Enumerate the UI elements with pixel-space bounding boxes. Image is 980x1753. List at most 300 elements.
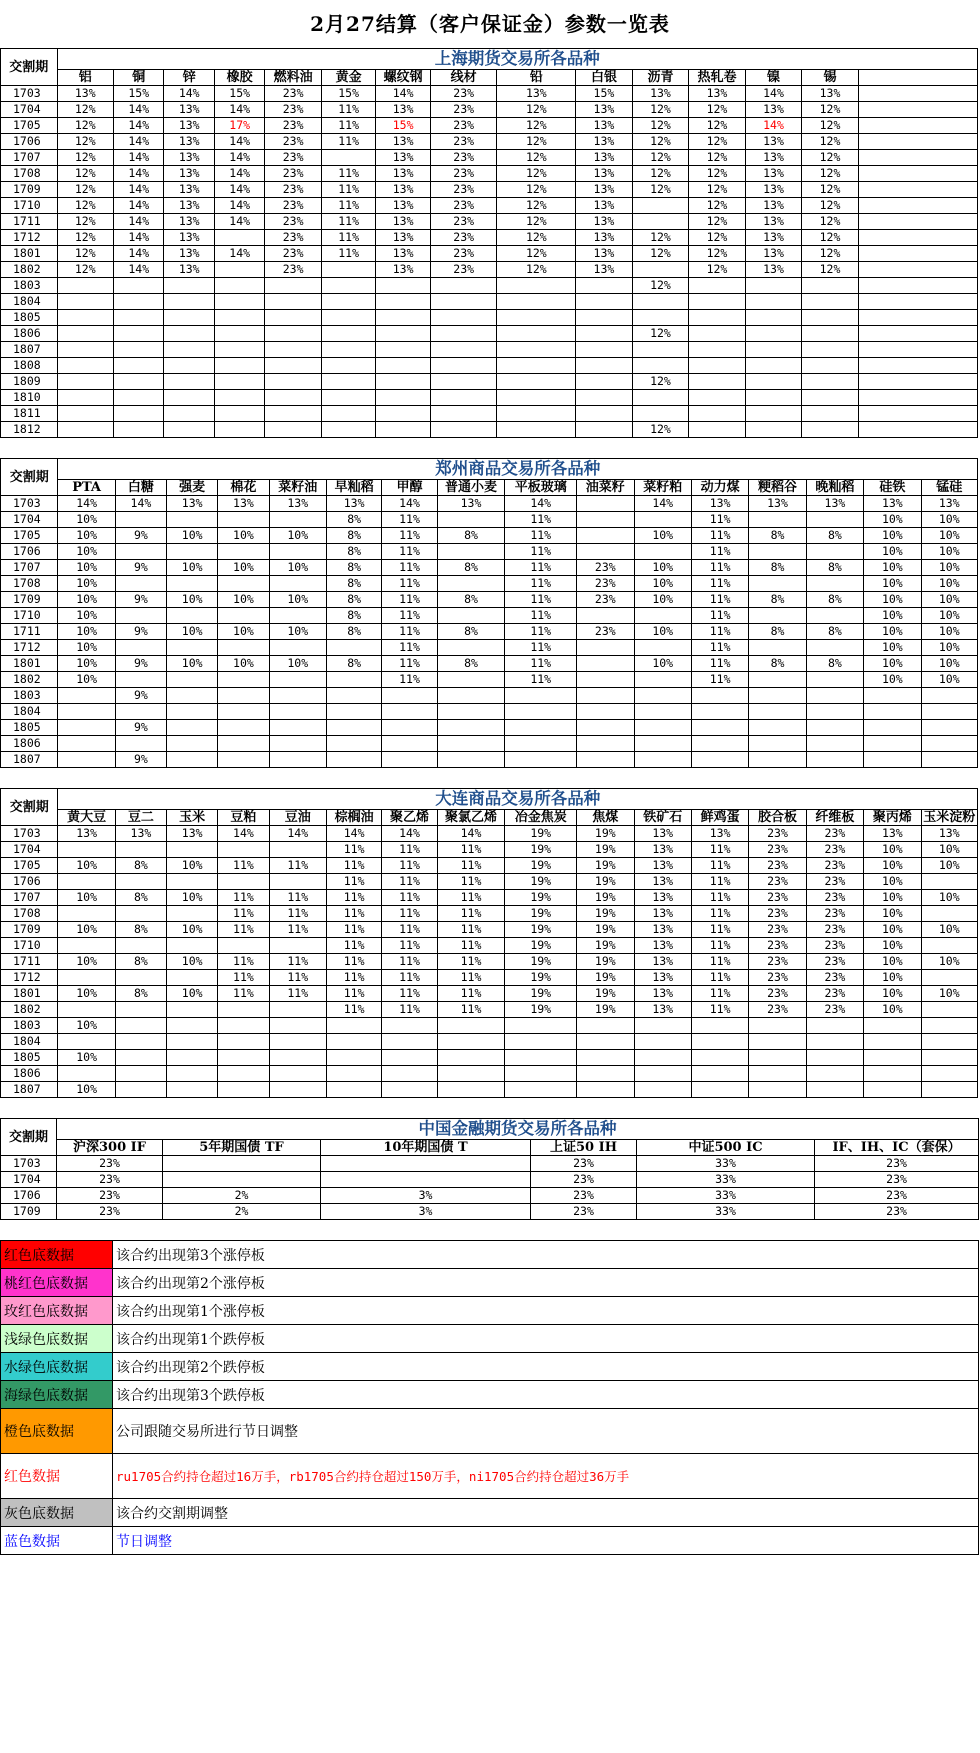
- margin-cell: [218, 1002, 269, 1018]
- margin-cell: [218, 1066, 269, 1082]
- margin-cell: [430, 374, 497, 390]
- margin-cell: [167, 512, 218, 528]
- contract-row: [1, 246, 978, 262]
- margin-cell: [214, 390, 264, 406]
- contract-month: 1805: [1, 1050, 58, 1066]
- margin-cell: [921, 1034, 977, 1050]
- margin-cell: 11%: [326, 874, 381, 890]
- margin-cell: [689, 374, 746, 390]
- legend-description: ru1705合约持仓超过16万手，rb1705合约持仓超过150万手，ni1705合约持仓超过36万手: [113, 1454, 979, 1499]
- margin-cell: 13%: [376, 262, 430, 278]
- margin-cell: [437, 1018, 505, 1034]
- legend-label: 水绿色底数据: [1, 1353, 113, 1381]
- margin-cell: [214, 422, 264, 438]
- margin-cell: 14%: [326, 826, 381, 842]
- contract-row: [1, 422, 978, 438]
- margin-cell: [218, 938, 269, 954]
- margin-cell: 11%: [382, 576, 437, 592]
- margin-cell: [265, 390, 322, 406]
- margin-cell: [57, 310, 114, 326]
- margin-cell: 23%: [749, 1002, 806, 1018]
- margin-cell: 8%: [437, 528, 505, 544]
- margin-cell: 23%: [57, 1204, 163, 1220]
- contract-month: 1705: [1, 858, 58, 874]
- margin-cell: 10%: [864, 672, 921, 688]
- margin-cell: 12%: [497, 262, 576, 278]
- product-name: 橡胶: [214, 70, 264, 86]
- margin-cell: 23%: [806, 842, 863, 858]
- margin-cell: 11%: [505, 656, 577, 672]
- margin-cell: [634, 1018, 691, 1034]
- margin-cell: 12%: [497, 246, 576, 262]
- margin-cell: [114, 310, 164, 326]
- margin-cell: 23%: [265, 134, 322, 150]
- contract-row: [1, 1156, 979, 1172]
- margin-cell: 23%: [430, 166, 497, 182]
- margin-cell: 10%: [921, 922, 977, 938]
- margin-cell: 11%: [437, 986, 505, 1002]
- margin-cell: [269, 1018, 326, 1034]
- margin-cell: 10%: [864, 922, 921, 938]
- margin-cell: 13%: [634, 970, 691, 986]
- margin-cell: 19%: [505, 906, 577, 922]
- margin-cell: 8%: [115, 890, 166, 906]
- margin-cell: 19%: [577, 842, 634, 858]
- margin-cell: [634, 752, 691, 768]
- margin-cell: [437, 672, 505, 688]
- margin-cell: [58, 688, 115, 704]
- contract-row: [1, 842, 978, 858]
- margin-cell: 9%: [115, 752, 166, 768]
- margin-cell: [265, 278, 322, 294]
- margin-cell: [921, 1018, 977, 1034]
- margin-cell: 10%: [864, 640, 921, 656]
- contract-row: [1, 624, 978, 640]
- margin-cell: 12%: [497, 182, 576, 198]
- margin-cell: [437, 688, 505, 704]
- product-header-row: [1, 480, 978, 496]
- margin-cell: [505, 704, 577, 720]
- contract-month: 1810: [1, 390, 58, 406]
- margin-cell: 13%: [164, 246, 214, 262]
- margin-cell: 11%: [382, 512, 437, 528]
- margin-cell: 13%: [218, 496, 269, 512]
- margin-cell: [167, 688, 218, 704]
- margin-cell: 13%: [167, 826, 218, 842]
- margin-cell: 13%: [164, 182, 214, 198]
- product-name: 螺纹钢: [376, 70, 430, 86]
- margin-cell: 2%: [163, 1204, 321, 1220]
- contract-row: [1, 906, 978, 922]
- margin-cell: [745, 294, 802, 310]
- margin-cell: [167, 704, 218, 720]
- product-header-row: [1, 810, 978, 826]
- margin-cell: 13%: [437, 496, 505, 512]
- margin-cell: 14%: [437, 826, 505, 842]
- margin-cell: 11%: [691, 970, 748, 986]
- margin-cell: 8%: [806, 528, 863, 544]
- margin-cell: [749, 704, 806, 720]
- exchange-table-shfe: [0, 48, 978, 438]
- margin-cell: 11%: [691, 560, 748, 576]
- margin-cell: 11%: [382, 592, 437, 608]
- margin-cell: [114, 294, 164, 310]
- margin-cell: 10%: [167, 954, 218, 970]
- product-name: 燃料油: [265, 70, 322, 86]
- margin-cell: 10%: [58, 608, 115, 624]
- margin-cell: [218, 842, 269, 858]
- margin-cell: [430, 406, 497, 422]
- margin-cell: 13%: [921, 826, 977, 842]
- margin-cell: [691, 720, 748, 736]
- margin-cell: 19%: [577, 922, 634, 938]
- legend-row: [1, 1527, 979, 1555]
- margin-cell: [58, 736, 115, 752]
- margin-cell: 13%: [691, 826, 748, 842]
- margin-cell: 23%: [430, 230, 497, 246]
- section-gap: [0, 438, 980, 458]
- margin-cell: 14%: [382, 826, 437, 842]
- margin-cell: [806, 1018, 863, 1034]
- margin-cell: 12%: [689, 262, 746, 278]
- margin-cell: 10%: [58, 1050, 115, 1066]
- margin-cell: [689, 278, 746, 294]
- product-name: 玉米淀粉: [921, 810, 977, 826]
- margin-cell: [326, 752, 381, 768]
- blank-cell: [858, 262, 977, 278]
- margin-cell: [634, 704, 691, 720]
- margin-cell: 10%: [921, 672, 977, 688]
- margin-cell: [57, 374, 114, 390]
- margin-cell: 11%: [382, 560, 437, 576]
- margin-cell: 13%: [745, 246, 802, 262]
- margin-cell: [634, 544, 691, 560]
- contract-row: [1, 214, 978, 230]
- contract-month: 1707: [1, 150, 58, 166]
- margin-cell: 11%: [691, 608, 748, 624]
- margin-cell: 11%: [691, 1002, 748, 1018]
- margin-cell: [114, 278, 164, 294]
- margin-cell: 11%: [691, 874, 748, 890]
- margin-cell: [921, 906, 977, 922]
- contract-row: [1, 294, 978, 310]
- contract-month: 1703: [1, 496, 58, 512]
- margin-cell: [577, 704, 634, 720]
- contract-month: 1805: [1, 720, 58, 736]
- margin-cell: 23%: [265, 166, 322, 182]
- margin-cell: 11%: [691, 624, 748, 640]
- margin-cell: 13%: [745, 134, 802, 150]
- legend-label: 桃红色底数据: [1, 1269, 113, 1297]
- product-name: 上证50 IH: [531, 1140, 637, 1156]
- contract-row: [1, 326, 978, 342]
- margin-cell: 3%: [321, 1204, 531, 1220]
- margin-cell: [864, 1082, 921, 1098]
- margin-cell: [749, 720, 806, 736]
- margin-cell: 8%: [806, 624, 863, 640]
- margin-cell: 11%: [321, 102, 375, 118]
- contract-row: [1, 182, 978, 198]
- margin-cell: [802, 358, 859, 374]
- margin-cell: [321, 1172, 531, 1188]
- contract-row: [1, 938, 978, 954]
- margin-cell: [114, 390, 164, 406]
- margin-cell: [218, 640, 269, 656]
- margin-cell: 10%: [864, 970, 921, 986]
- margin-cell: 19%: [505, 922, 577, 938]
- margin-cell: 10%: [167, 592, 218, 608]
- margin-cell: 23%: [749, 938, 806, 954]
- margin-cell: [321, 374, 375, 390]
- margin-cell: [691, 1082, 748, 1098]
- legend-label: 蓝色数据: [1, 1527, 113, 1555]
- product-name: 胶合板: [749, 810, 806, 826]
- contract-row: [1, 640, 978, 656]
- margin-cell: [806, 1034, 863, 1050]
- margin-cell: 13%: [376, 166, 430, 182]
- margin-cell: 19%: [505, 986, 577, 1002]
- blank-cell: [858, 246, 977, 262]
- margin-cell: [745, 422, 802, 438]
- margin-cell: [689, 422, 746, 438]
- margin-cell: 13%: [376, 246, 430, 262]
- margin-cell: 10%: [921, 528, 977, 544]
- margin-cell: 23%: [531, 1172, 637, 1188]
- margin-cell: 13%: [745, 230, 802, 246]
- contract-row: [1, 986, 978, 1002]
- margin-cell: [864, 720, 921, 736]
- contract-row: [1, 576, 978, 592]
- margin-cell: [437, 752, 505, 768]
- product-name: 镍: [745, 70, 802, 86]
- margin-cell: [632, 406, 689, 422]
- margin-cell: [806, 608, 863, 624]
- margin-cell: [269, 1082, 326, 1098]
- margin-cell: 10%: [58, 858, 115, 874]
- product-name: IF、IH、IC（套保）: [815, 1140, 979, 1156]
- margin-cell: [382, 704, 437, 720]
- legend-label: 浅绿色底数据: [1, 1325, 113, 1353]
- margin-cell: 10%: [864, 842, 921, 858]
- margin-cell: [269, 544, 326, 560]
- contract-row: [1, 496, 978, 512]
- margin-cell: 12%: [57, 230, 114, 246]
- product-name: 锌: [164, 70, 214, 86]
- margin-cell: [497, 374, 576, 390]
- margin-cell: 12%: [632, 374, 689, 390]
- margin-cell: 11%: [382, 842, 437, 858]
- margin-cell: 8%: [749, 560, 806, 576]
- contract-row: [1, 704, 978, 720]
- margin-cell: 14%: [114, 230, 164, 246]
- margin-cell: [497, 422, 576, 438]
- margin-cell: 23%: [265, 214, 322, 230]
- margin-cell: 11%: [326, 842, 381, 858]
- margin-cell: [749, 688, 806, 704]
- margin-cell: 11%: [437, 842, 505, 858]
- margin-cell: [167, 1002, 218, 1018]
- margin-cell: 23%: [577, 560, 634, 576]
- margin-cell: 12%: [802, 246, 859, 262]
- contract-row: [1, 608, 978, 624]
- margin-cell: 9%: [115, 528, 166, 544]
- contract-month: 1710: [1, 608, 58, 624]
- product-name: 菜籽油: [269, 480, 326, 496]
- margin-cell: 13%: [376, 182, 430, 198]
- margin-cell: [269, 512, 326, 528]
- margin-cell: [921, 1050, 977, 1066]
- blank-cell: [858, 358, 977, 374]
- margin-cell: 11%: [437, 906, 505, 922]
- margin-cell: [114, 358, 164, 374]
- margin-cell: [689, 406, 746, 422]
- product-name: 菜籽粕: [634, 480, 691, 496]
- margin-cell: [167, 608, 218, 624]
- margin-cell: 8%: [326, 624, 381, 640]
- product-name: 普通小麦: [437, 480, 505, 496]
- product-name: 黄大豆: [58, 810, 115, 826]
- margin-cell: 13%: [57, 86, 114, 102]
- margin-cell: 8%: [326, 656, 381, 672]
- margin-cell: [864, 752, 921, 768]
- margin-cell: [806, 720, 863, 736]
- margin-cell: 23%: [806, 938, 863, 954]
- margin-cell: [802, 294, 859, 310]
- margin-cell: 11%: [326, 1002, 381, 1018]
- margin-cell: [265, 422, 322, 438]
- legend-description: 节日调整: [113, 1527, 979, 1555]
- margin-cell: [864, 688, 921, 704]
- product-name: 聚乙烯: [382, 810, 437, 826]
- margin-cell: [577, 1034, 634, 1050]
- margin-cell: 14%: [634, 496, 691, 512]
- margin-cell: [806, 1082, 863, 1098]
- legend-row: [1, 1241, 979, 1269]
- margin-cell: 13%: [576, 214, 633, 230]
- margin-cell: 19%: [577, 858, 634, 874]
- margin-cell: 14%: [214, 150, 264, 166]
- margin-cell: 23%: [749, 858, 806, 874]
- margin-cell: 10%: [864, 986, 921, 1002]
- margin-cell: 19%: [505, 858, 577, 874]
- margin-cell: [505, 1034, 577, 1050]
- margin-cell: [164, 326, 214, 342]
- margin-cell: [115, 970, 166, 986]
- margin-cell: [218, 1018, 269, 1034]
- margin-cell: [864, 1034, 921, 1050]
- margin-cell: 12%: [689, 118, 746, 134]
- margin-cell: 11%: [218, 922, 269, 938]
- margin-cell: 11%: [382, 528, 437, 544]
- margin-cell: [921, 704, 977, 720]
- margin-cell: [806, 1050, 863, 1066]
- margin-cell: 19%: [505, 970, 577, 986]
- margin-cell: 11%: [691, 938, 748, 954]
- product-name: 铜: [114, 70, 164, 86]
- legend-row: [1, 1409, 979, 1454]
- margin-cell: [269, 1050, 326, 1066]
- margin-cell: 12%: [802, 230, 859, 246]
- margin-cell: [497, 406, 576, 422]
- margin-cell: [382, 752, 437, 768]
- margin-cell: [632, 342, 689, 358]
- margin-cell: [382, 1050, 437, 1066]
- blank-cell: [858, 310, 977, 326]
- margin-cell: [437, 704, 505, 720]
- margin-cell: [921, 970, 977, 986]
- margin-cell: 3%: [321, 1188, 531, 1204]
- margin-cell: 10%: [58, 512, 115, 528]
- section-gap: [0, 768, 980, 788]
- contract-month: 1707: [1, 890, 58, 906]
- blank-cell: [858, 134, 977, 150]
- product-name: PTA: [58, 480, 115, 496]
- margin-cell: 10%: [634, 528, 691, 544]
- margin-cell: 11%: [326, 938, 381, 954]
- margin-cell: [321, 294, 375, 310]
- margin-cell: 13%: [376, 134, 430, 150]
- margin-cell: 11%: [691, 858, 748, 874]
- margin-cell: 12%: [57, 214, 114, 230]
- margin-cell: 13%: [634, 922, 691, 938]
- margin-cell: [802, 326, 859, 342]
- legend-row: [1, 1499, 979, 1527]
- product-name: 油菜籽: [577, 480, 634, 496]
- margin-cell: [497, 326, 576, 342]
- margin-cell: [321, 150, 375, 166]
- margin-cell: 13%: [376, 102, 430, 118]
- margin-cell: 33%: [637, 1156, 815, 1172]
- margin-cell: 11%: [218, 970, 269, 986]
- margin-cell: 11%: [382, 1002, 437, 1018]
- margin-cell: [167, 1050, 218, 1066]
- margin-cell: 12%: [689, 102, 746, 118]
- margin-cell: 8%: [326, 592, 381, 608]
- margin-cell: 13%: [576, 182, 633, 198]
- margin-cell: 12%: [57, 246, 114, 262]
- contract-row: [1, 890, 978, 906]
- margin-cell: [58, 1034, 115, 1050]
- margin-cell: 11%: [505, 560, 577, 576]
- margin-cell: [326, 1034, 381, 1050]
- margin-cell: 10%: [921, 624, 977, 640]
- margin-cell: [430, 342, 497, 358]
- margin-cell: 11%: [505, 624, 577, 640]
- margin-cell: 33%: [637, 1172, 815, 1188]
- margin-cell: 19%: [577, 826, 634, 842]
- margin-cell: 11%: [691, 986, 748, 1002]
- contract-row: [1, 1082, 978, 1098]
- margin-cell: [269, 640, 326, 656]
- margin-cell: 11%: [437, 858, 505, 874]
- margin-cell: 11%: [437, 970, 505, 986]
- margin-cell: 8%: [115, 954, 166, 970]
- margin-cell: [164, 422, 214, 438]
- margin-cell: [164, 406, 214, 422]
- margin-cell: 8%: [806, 592, 863, 608]
- section-gap: [0, 1220, 980, 1240]
- margin-cell: 10%: [58, 624, 115, 640]
- product-name: 硅铁: [864, 480, 921, 496]
- margin-cell: 13%: [576, 134, 633, 150]
- margin-cell: 23%: [749, 842, 806, 858]
- margin-cell: [269, 704, 326, 720]
- margin-cell: 8%: [749, 528, 806, 544]
- margin-cell: [689, 294, 746, 310]
- margin-cell: 23%: [806, 858, 863, 874]
- margin-cell: [269, 608, 326, 624]
- margin-cell: 11%: [382, 890, 437, 906]
